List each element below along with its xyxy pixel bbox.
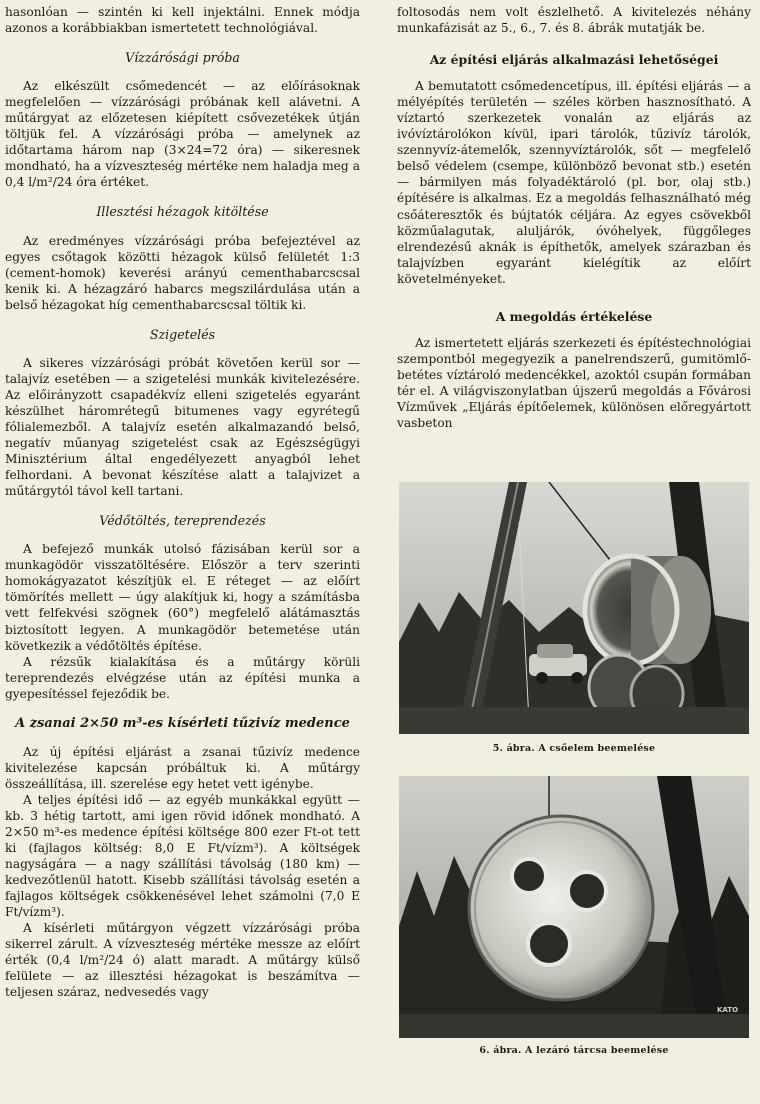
section-heading: Az építési eljárás alkalmazási lehetőségei <box>429 52 719 68</box>
paragraph: A teljes építési idő — az egyéb munkákkal együtt — kb. 3 hétig tartott, ami igen rövid időnek mondható. A 2×50 m³-es medence építési költsége 800 ezer Ft-ot tett ki (fajlagos költség: 8,0 E Ft/vízm³). A költségek nagyságára — a nagy szállítási távolság (180 km) — kedvezőtlenül hatott. Kisebb szállítási távolság esetén a fajlagos költségek csökkenésével lehet számolni (7,0 E Ft/vízm³). <box>5 792 360 920</box>
section-heading: Védőtöltés, tereprendezés <box>99 513 266 529</box>
paragraph: A rézsűk kialakítása és a műtárgy körüli tereprendezés elvégzése után az építési munka a gyepesítéssel fejeződik be. <box>5 654 360 701</box>
section-heading: A zsanai 2×50 m³-es kísérleti tűzivíz medence <box>15 715 350 731</box>
paragraph: Az ismertetett eljárás szerkezeti és építéstechnológiai szempontból megegyezik a panelrendszerű, gumitömlő-betétes víztároló medencékkel, azoktól csupán formában tér el. A világviszonylatban újszerű megoldás a Fővárosi Vízművek „Eljárás építőelemek, különösen előregyártott vasbeton <box>397 335 751 431</box>
paragraph: hasonlóan — szintén ki kell injektálni. Ennek módja azonos a korábbiakban ismertetett technológiával. <box>5 5 360 36</box>
paragraph: A sikeres vízzárósági próbát követően kerül sor — talajvíz esetében — a szigetelési munkák kivitelezésére. Az előirányzott csapadékvíz elleni szigetelés egyaránt készülhet háromrétegű bitumenes vagy egyrétegű fólialemezből. A talajvíz esetén alkalmazandó belső, negatív műanyag szigetelést csak az Egészségügyi Minisztérium által engedélyezett anyagból lehet felhordani. A bevonat készítése alatt a talajvizet a műtárgytól távol kell tartani. <box>5 355 360 499</box>
figure-6-photo <box>399 776 749 1038</box>
lid-disc-lifting-illustration <box>399 776 749 1038</box>
figure-6-caption: 6. ábra. A lezáró tárcsa beemelése <box>479 1045 669 1056</box>
paragraph: A bemutatott csőmedencetípus, ill. építési eljárás — a mélyépítés területén — széles körben hasznosítható. A víztartó szerkezetek vonalán az eljárás az ivóvíztárolókon kívül, ipari tárolók, tűzivíz tárolók, szennyvíz-átemelők, szennyvíztárolók, sőt — megfelelő belső védelem (csempe, különböző bevonat stb.) esetén — bármilyen más folyadéktároló (pl. bor, olaj stb.) építésére is alkalmas. Ez a megoldás felhasználható még csőáteresztők és bújtatók céljára. Az egyes csövekből közműalagutak, aluljárók, óvóhelyek, függőleges elrendezésű aknák is építhetők, amelyek szárazban és talajvízben egyaránt kielégítik az előírt követelményeket. <box>397 79 751 286</box>
section-heading: Vízzárósági próba <box>125 50 240 66</box>
paragraph: A befejező munkák utolsó fázisában kerül sor a munkagödör visszatöltésére. Először a terv szerinti homokágyazatot készítjük el. E réteget — az előírt tömörítés mellett — úgy alakítjuk ki, hogy a számításba vett felfekvési szögnek (60°) megfelelő alátámasztás biztosított legyen. A munkagödör betemetése után következik a védőtöltés építése. <box>5 542 360 653</box>
paragraph: Az eredményes vízzárósági próba befejeztével az egyes csőtagok közötti hézagok külső felületét 1:3 (cement-homok) keverési arányú cementhabarcscsal kenik ki. A hézagzáró habarcs megszilárdulása után a belső hézagokat híg cementhabarcscsal töltik ki. <box>5 233 360 312</box>
section-heading: Illesztési hézagok kitöltése <box>96 204 269 220</box>
paragraph: foltosodás nem volt észlelhető. A kivitelezés néhány munkafázisát az 5., 6., 7. és 8. ábrák mutatják be. <box>397 5 751 36</box>
left-column <box>5 4 360 1001</box>
section-heading: Szigetelés <box>149 326 216 342</box>
section-heading: A megoldás értékelése <box>495 308 653 324</box>
paragraph: A kísérleti műtárgyon végzett vízzárósági próba sikerrel zárult. A vízveszteség mértéke messze az előírt érték (0,4 l/m²/24 ó) alatt maradt. A műtárgy külső felülete — az illesztési hézagokat is beszámítva — teljesen száraz, nedvesedés vagy <box>5 921 360 1000</box>
figure-5-caption: 5. ábra. A csőelem beemelése <box>492 743 656 754</box>
right-column <box>397 4 751 431</box>
paragraph: Az új építési eljárást a zsanai tűzivíz medence kivitelezése kapcsán próbáltuk ki. A műtárgy összeállítása, ill. szerelése egy hetet vett igénybe. <box>5 744 360 791</box>
photo-watermark: KATO <box>717 1006 739 1014</box>
figure-5-photo <box>399 482 749 734</box>
crane-lifting-pipe-illustration <box>399 482 749 734</box>
paragraph: Az elkészült csőmedencét — az előírásoknak megfelelően — vízzárósági próbának kell alávetni. A műtárgyat az előzetesen kiépített csővezetékek útján töltjük fel. A vízzárósági próba — amelynek az időtartama három nap (3×24=72 óra) — sikeresnek mondható, ha a vízveszteség mértéke nem haladja meg a 0,4 l/m²/24 óra értéket. <box>5 79 360 190</box>
